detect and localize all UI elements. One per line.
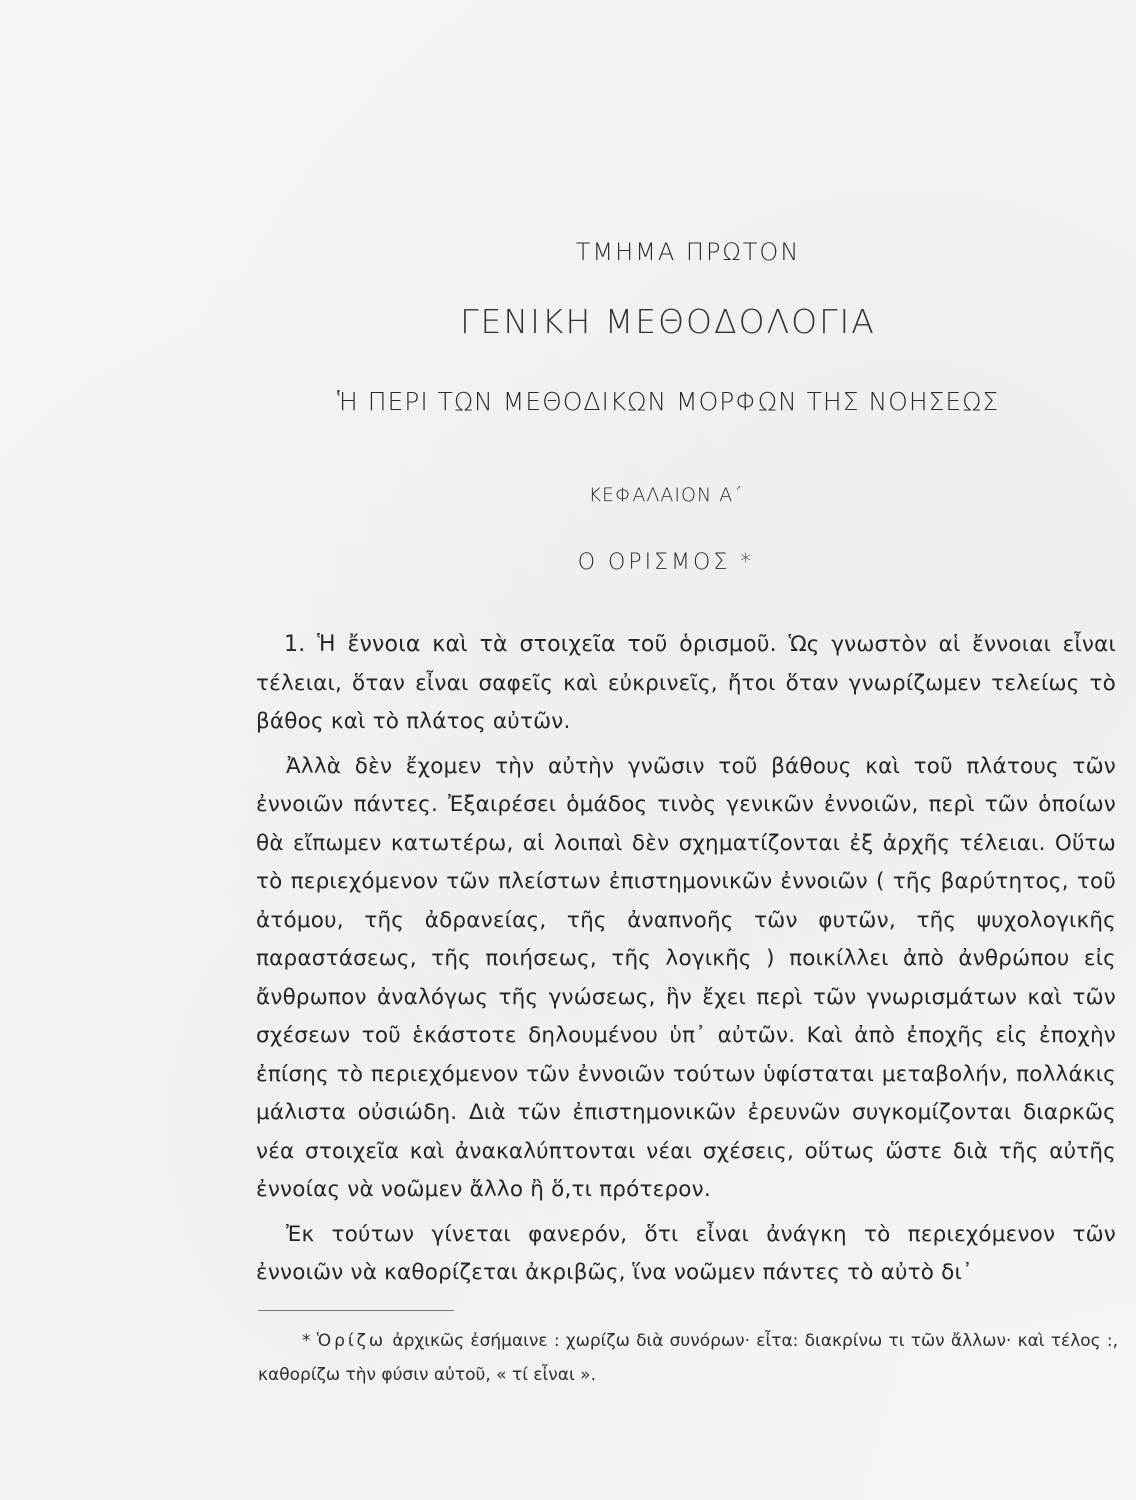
footnote-marker: * <box>302 1331 311 1351</box>
paragraph-1-text: Ὡς γνωστὸν αἱ ἔννοιαι εἶναι τέλειαι, ὅταν εἶναι σαφεῖς καὶ εὐκρινεῖς, ἤτοι ὅταν γνωρίζωμεν τελείως τὸ βάθος καὶ τὸ πλάτος αὐτῶν. <box>256 632 1116 734</box>
body-text <box>256 626 1116 1293</box>
paragraph-3: Ἐκ τούτων γίνεται φανερόν, ὅτι εἶναι ἀνάγκη τὸ περιεχόμενον τῶν ἐννοιῶν νὰ καθορίζεται ἀκριβῶς, ἵνα νοῶμεν πάντες τὸ αὐτὸ δι᾽ <box>256 1221 1116 1285</box>
footnote <box>258 1324 1118 1392</box>
paragraph-1 <box>256 626 1116 742</box>
section-label: ΤΜΗΜΑ ΠΡΩΤΟΝ <box>575 238 801 266</box>
footnote-term: Ὁρίζω <box>316 1331 387 1351</box>
chapter-label: ΚΕΦΑΛΑΙΟΝ Α΄ <box>588 484 744 506</box>
main-title: ΓΕΝΙΚΗ ΜΕΘΟΔΟΛΟΓΙΑ <box>460 302 876 341</box>
chapter-title: Ο ΟΡΙΣΜΟΣ * <box>577 550 755 575</box>
subtitle: Ἡ ΠΕΡΙ ΤΩΝ ΜΕΘΟΔΙΚΩΝ ΜΟΡΦΩΝ ΤΗΣ ΝΟΗΣΕΩΣ <box>336 387 1000 416</box>
footnote-divider <box>258 1310 454 1311</box>
paragraph-2: Ἀλλὰ δὲν ἔχομεν τὴν αὐτὴν γνῶσιν τοῦ βάθους καὶ τοῦ πλάτους τῶν ἐννοιῶν πάντες. Ἐξαιρέσει ὁμάδος τινὸς γενικῶν ἐννοιῶν, περὶ τῶν ὁποίων θὰ εἴπωμεν κατωτέρω, αἱ λοιπαὶ δὲν σχηματίζονται ἐξ ἀρχῆς τέλειαι. Οὕτω τὸ περιεχόμενον τῶν πλείστων ἐπιστημονικῶν ἐννοιῶν ( τῆς βαρύτητος, τοῦ ἀτόμου, τῆς ἀδρανείας, τῆς ἀναπνοῆς τῶν φυτῶν, τῆς ψυχολογικῆς παραστάσεως, τῆς ποιήσεως, τῆς λογικῆς ) ποικίλλει ἀπὸ ἀνθρώπου εἰς ἄνθρωπον ἀναλόγως τῆς γνώσεως, ἣν ἔχει περὶ τῶν γνωρισμάτων καὶ τῶν σχέσεων τοῦ ἑκάστοτε δηλουμένου ὑπ᾽ αὐτῶν. Καὶ ἀπὸ ἐποχῆς εἰς ἐποχὴν ἐπίσης τὸ περιεχόμενον τῶν ἐννοιῶν τούτων ὑφίσταται μεταβολήν, πολλάκις μάλιστα οὐσιώδη. Διὰ τῶν ἐπιστημονικῶν ἐρευνῶν συγκομίζονται διαρκῶς νέα στοιχεῖα καὶ ἀνακαλύπτονται νέαι σχέσεις, οὕτως ὥστε διὰ τῆς αὐτῆς ἐννοίας νὰ νοῶμεν ἄλλο ἢ ὅ,τι πρότερον. <box>256 753 1116 1202</box>
footnote-text: ἀρχικῶς ἐσήμαινε : χωρίζω διὰ συνόρων· εἶτα: διακρίνω τι τῶν ἄλλων· καὶ τέλος :, καθορίζω τὴν φύσιν αὐτοῦ, « τί εἶναι ». <box>258 1331 1118 1385</box>
paragraph-heading: 1. Ἡ ἔννοια καὶ τὰ στοιχεῖα τοῦ ὁρισμοῦ. <box>284 632 777 657</box>
